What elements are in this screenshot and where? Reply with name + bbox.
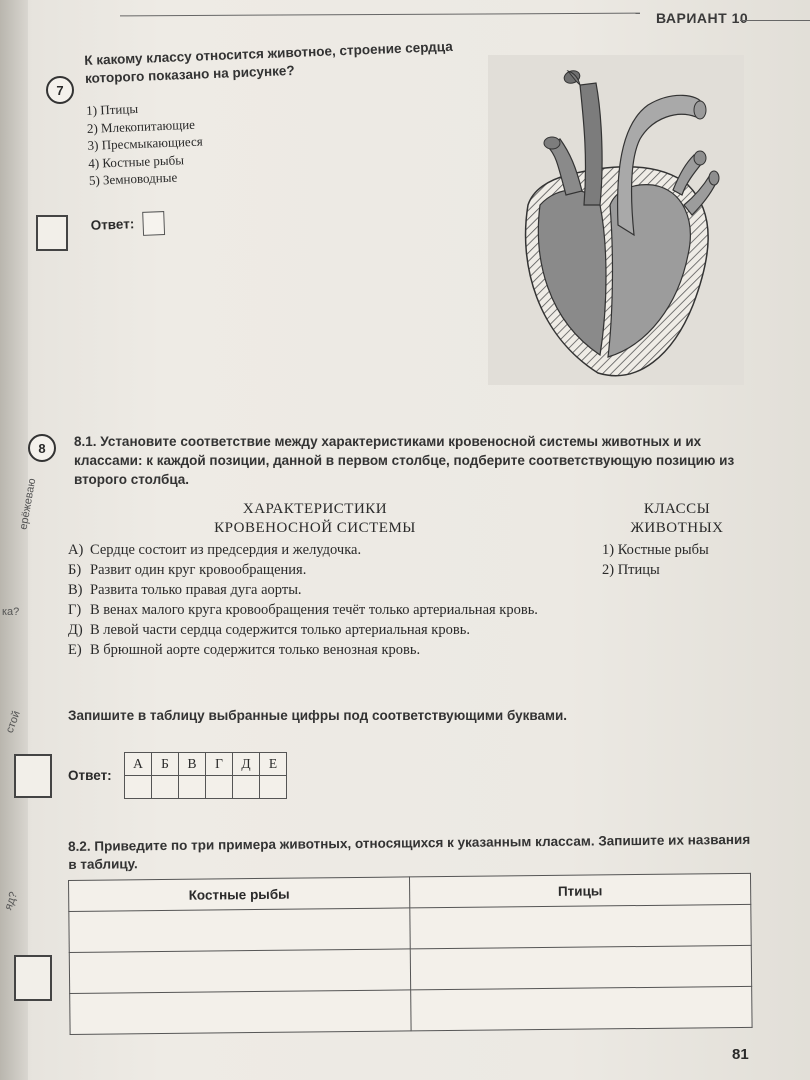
- header-rule: [740, 20, 810, 21]
- answer-letter: А: [125, 753, 152, 776]
- class-item: 2) Птицы: [602, 562, 660, 578]
- header-rule: [120, 13, 640, 17]
- margin-fragment: яд?: [2, 890, 21, 912]
- example-cell[interactable]: [69, 949, 410, 994]
- answer-cell[interactable]: [233, 776, 260, 799]
- margin-fragment: ерёжеваю: [17, 477, 39, 531]
- answer-cell[interactable]: [125, 776, 152, 799]
- question-8-intro: 8.1. Установите соответствие между характеристиками кровеносной системы животных и их классами: к каждой позиции, данной в первом столбце, подберите соответствующую позицию из второго столбца.: [74, 434, 735, 487]
- variant-label: ВАРИАНТ 10: [656, 10, 749, 26]
- examples-table: [68, 873, 753, 1035]
- example-cell[interactable]: [411, 986, 752, 1031]
- characteristic-item: Д) В левой части сердца содержится только артериальная кровь.: [68, 622, 470, 638]
- heart-drawing: [488, 55, 744, 385]
- option: 3) Пресмыкающиеся: [87, 133, 204, 153]
- answer-label: Ответ:: [68, 768, 112, 783]
- option: 4) Костные рыбы: [87, 151, 185, 171]
- question-7-answer-row: [90, 198, 491, 237]
- answer-letter: В: [179, 753, 206, 776]
- characteristic-item: В) Развита только правая дуга аорты.: [68, 582, 302, 598]
- margin-fragment: ка?: [2, 606, 20, 618]
- answer-cell[interactable]: [179, 776, 206, 799]
- answer-table: [124, 752, 287, 799]
- answer-cell[interactable]: [260, 776, 287, 799]
- answer-letter: Д: [233, 753, 260, 776]
- answer-cell[interactable]: [206, 776, 233, 799]
- answer-label: Ответ:: [90, 216, 135, 233]
- question-8-2-text: 8.2. Приведите по три примера животных, относящихся к указанным классам. Запишите их названия в таблицу.: [68, 831, 751, 872]
- option: 2) Млекопитающие: [86, 116, 196, 136]
- example-cell[interactable]: [70, 990, 411, 1035]
- heart-illustration: [488, 55, 744, 385]
- example-cell[interactable]: [410, 904, 751, 949]
- examples-header-birds: Птицы: [409, 873, 750, 908]
- answer-box[interactable]: [142, 211, 165, 236]
- question-number-8: 8: [28, 434, 56, 462]
- characteristic-item: Г) В венах малого круга кровообращения течёт только артериальная кровь.: [68, 602, 538, 618]
- score-box[interactable]: [36, 215, 68, 251]
- examples-header-fish: Костные рыбы: [69, 877, 410, 912]
- class-item: 1) Костные рыбы: [602, 542, 709, 558]
- question-7-text: К какому классу относится животное, строение сердца которого показано на рисунке?: [84, 38, 453, 86]
- example-cell[interactable]: [69, 908, 410, 953]
- page-number: 81: [732, 1046, 749, 1063]
- characteristics-heading: ХАРАКТЕРИСТИКИ КРОВЕНОСНОЙ СИСТЕМЫ: [214, 501, 416, 536]
- classes-heading: КЛАССЫ ЖИВОТНЫХ: [630, 501, 724, 536]
- characteristic-item: Е) В брюшной аорте содержится только венозная кровь.: [68, 642, 421, 658]
- answer-cell[interactable]: [152, 776, 179, 799]
- characteristic-item: Б) Развит один круг кровообращения.: [68, 562, 307, 578]
- question-7-options: [86, 87, 489, 190]
- classes-list: [602, 540, 709, 580]
- question-8-instruction: Запишите в таблицу выбранные цифры под соответствующими буквами.: [68, 708, 568, 723]
- characteristics-list: [68, 540, 568, 660]
- question-number-7: 7: [46, 76, 74, 104]
- option: 5) Земноводные: [88, 169, 178, 188]
- characteristic-item: А) Сердце состоит из предсердия и желудочка.: [68, 542, 362, 558]
- question-7: [84, 37, 491, 238]
- binding-gutter: [0, 0, 28, 1080]
- score-box[interactable]: [14, 955, 52, 1001]
- answer-letter: Е: [260, 753, 287, 776]
- answer-letter: Б: [152, 753, 179, 776]
- answer-letter: Г: [206, 753, 233, 776]
- margin-fragment: стой: [3, 709, 23, 735]
- score-box[interactable]: [14, 754, 52, 798]
- example-cell[interactable]: [410, 945, 751, 990]
- option: 1) Птицы: [85, 100, 139, 118]
